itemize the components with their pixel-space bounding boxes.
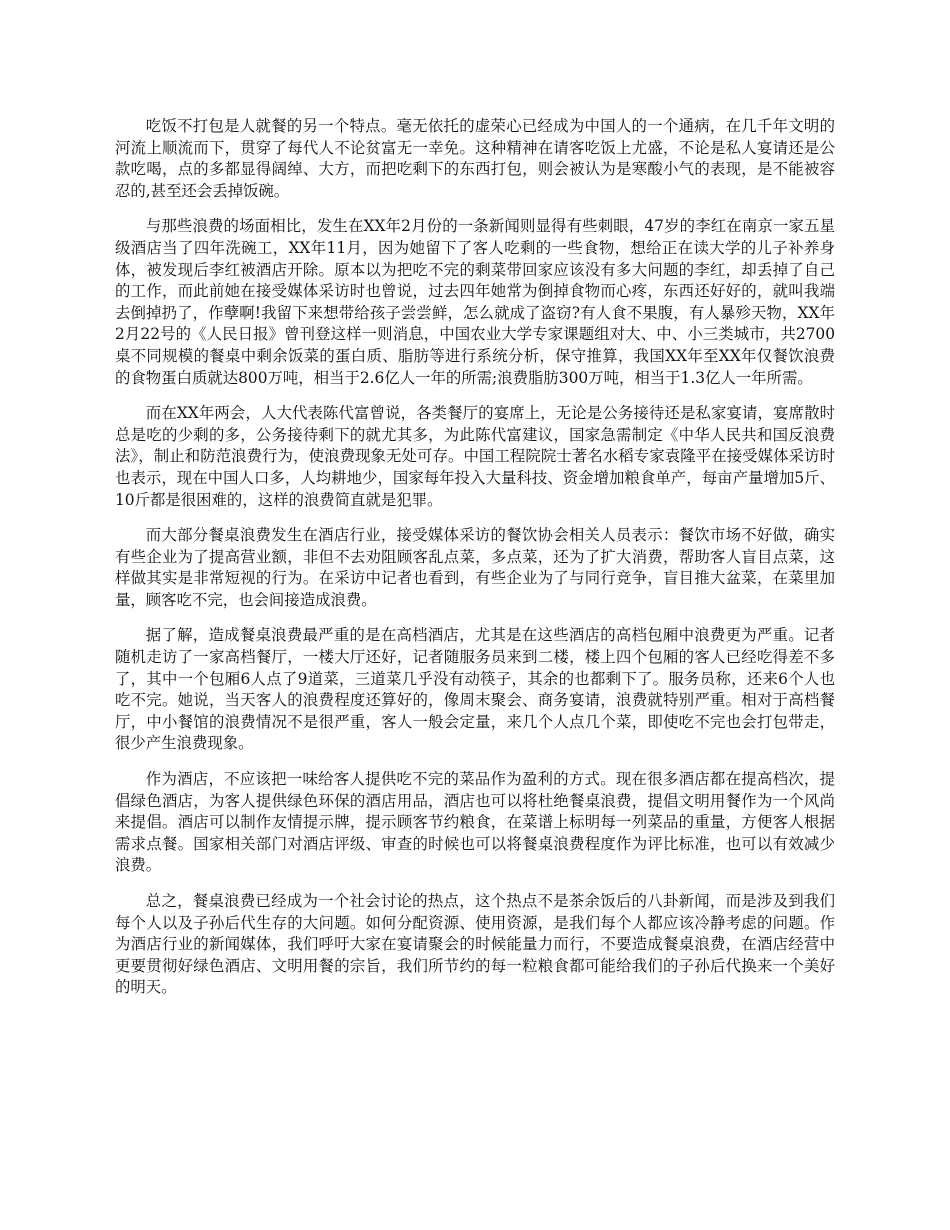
paragraph-7: 总之，餐桌浪费已经成为一个社会讨论的热点，这个热点不是茶余饭后的八卦新闻，而是涉及到我们每个人以及子孙后代生存的大问题。如何分配资源、使用资源，是我们每个人都应该冷静考虑的问题。作为酒店行业的新闻媒体，我们呼吁大家在宴请聚会的时候能量力而行，不要造成餐桌浪费，在酒店经营中更要贯彻好绿色酒店、文明用餐的宗旨，我们所节约的每一粒粮食都可能给我们的子孙后代换来一个美好的明天。 bbox=[115, 892, 835, 997]
paragraph-1: 吃饭不打包是人就餐的另一个特点。毫无依托的虚荣心已经成为中国人的一个通病，在几千年文明的河流上顺流而下，贯穿了每代人不论贫富无一幸免。这种精神在请客吃饭上尤盛，不论是私人宴请还是公款吃喝，点的多都显得阔绰、大方，而把吃剩下的东西打包，则会被认为是寒酸小气的表现，是不能被容忍的,甚至还会丢掉饭碗。 bbox=[115, 117, 835, 200]
paragraph-5: 据了解，造成餐桌浪费最严重的是在高档酒店，尤其是在这些酒店的高档包厢中浪费更为严重。记者随机走访了一家高档餐厅，一楼大厅还好，记者随服务员来到二楼，楼上四个包厢的客人已经吃得差不多了，其中一个包厢6人点了9道菜，三道菜几乎没有动筷子，其余的也都剩下了。服务员称，还来6个人也吃不完。她说，当天客人的浪费程度还算好的，像周末聚会、商务宴请，浪费就特别严重。相对于高档餐厅，中小餐馆的浪费情况不是很严重，客人一般会定量，来几个人点几个菜，即使吃不完也会打包带走，很少产生浪费现象。 bbox=[115, 626, 835, 753]
document-body bbox=[115, 116, 835, 1013]
paragraph-3: 而在XX年两会，人大代表陈代富曾说，各类餐厅的宴席上，无论是公务接待还是私家宴请，宴席散时总是吃的少剩的多，公务接待剩下的就尤其多，为此陈代富建议，国家急需制定《中华人民共和国反浪费法》，制止和防范浪费行为，使浪费现象无处可存。中国工程院院士著名水稻专家袁隆平在接受媒体采访时也表示，现在中国人口多，人均耕地少，国家每年投入大量科技、资金增加粮食单产，每亩产量增加5斤、10斤都是很困难的，这样的浪费简直就是犯罪。 bbox=[115, 404, 835, 509]
paragraph-6: 作为酒店，不应该把一味给客人提供吃不完的菜品作为盈利的方式。现在很多酒店都在提高档次，提倡绿色酒店，为客人提供绿色环保的酒店用品，酒店也可以将杜绝餐桌浪费，提倡文明用餐作为一个风尚来提倡。酒店可以制作友情提示牌，提示顾客节约粮食，在菜谱上标明每一列菜品的重量，方便客人根据需求点餐。国家相关部门对酒店评级、审查的时候也可以将餐桌浪费程度作为评比标准，也可以有效减少浪费。 bbox=[115, 770, 835, 875]
paragraph-2: 与那些浪费的场面相比，发生在XX年2月份的一条新闻则显得有些刺眼，47岁的李红在南京一家五星级酒店当了四年洗碗工，XX年11月，因为她留下了客人吃剩的一些食物，想给正在读大学的儿子补养身体，被发现后李红被酒店开除。原本以为把吃不完的剩菜带回家应该没有多大问题的李红，却丢掉了自己的工作，而此前她在接受媒体采访时也曾说，过去四年她常为倒掉食物而心疼，东西还好好的，就叫我端去倒掉扔了，作孽啊!我留下来想带给孩子尝尝鲜，怎么就成了盗窃?有人食不果腹，有人暴殄天物，XX年2月22号的《人民日报》曾刊登这样一则消息，中国农业大学专家课题组对大、中、小三类城市，共2700桌不同规模的餐桌中剩余饭菜的蛋白质、脂肪等进行系统分析，保守推算，我国XX年至XX年仅餐饮浪费的食物蛋白质就达800万吨，相当于2.6亿人一年的所需;浪费脂肪300万吨，相当于1.3亿人一年所需。 bbox=[115, 217, 835, 387]
paragraph-4: 而大部分餐桌浪费发生在酒店行业，接受媒体采访的餐饮协会相关人员表示：餐饮市场不好做，确实有些企业为了提高营业额，非但不去劝阻顾客乱点菜，多点菜，还为了扩大消费，帮助客人盲目点菜，这样做其实是非常短视的行为。在采访中记者也看到，有些企业为了与同行竞争，盲目推大盆菜，在菜里加量，顾客吃不完，也会间接造成浪费。 bbox=[115, 526, 835, 609]
